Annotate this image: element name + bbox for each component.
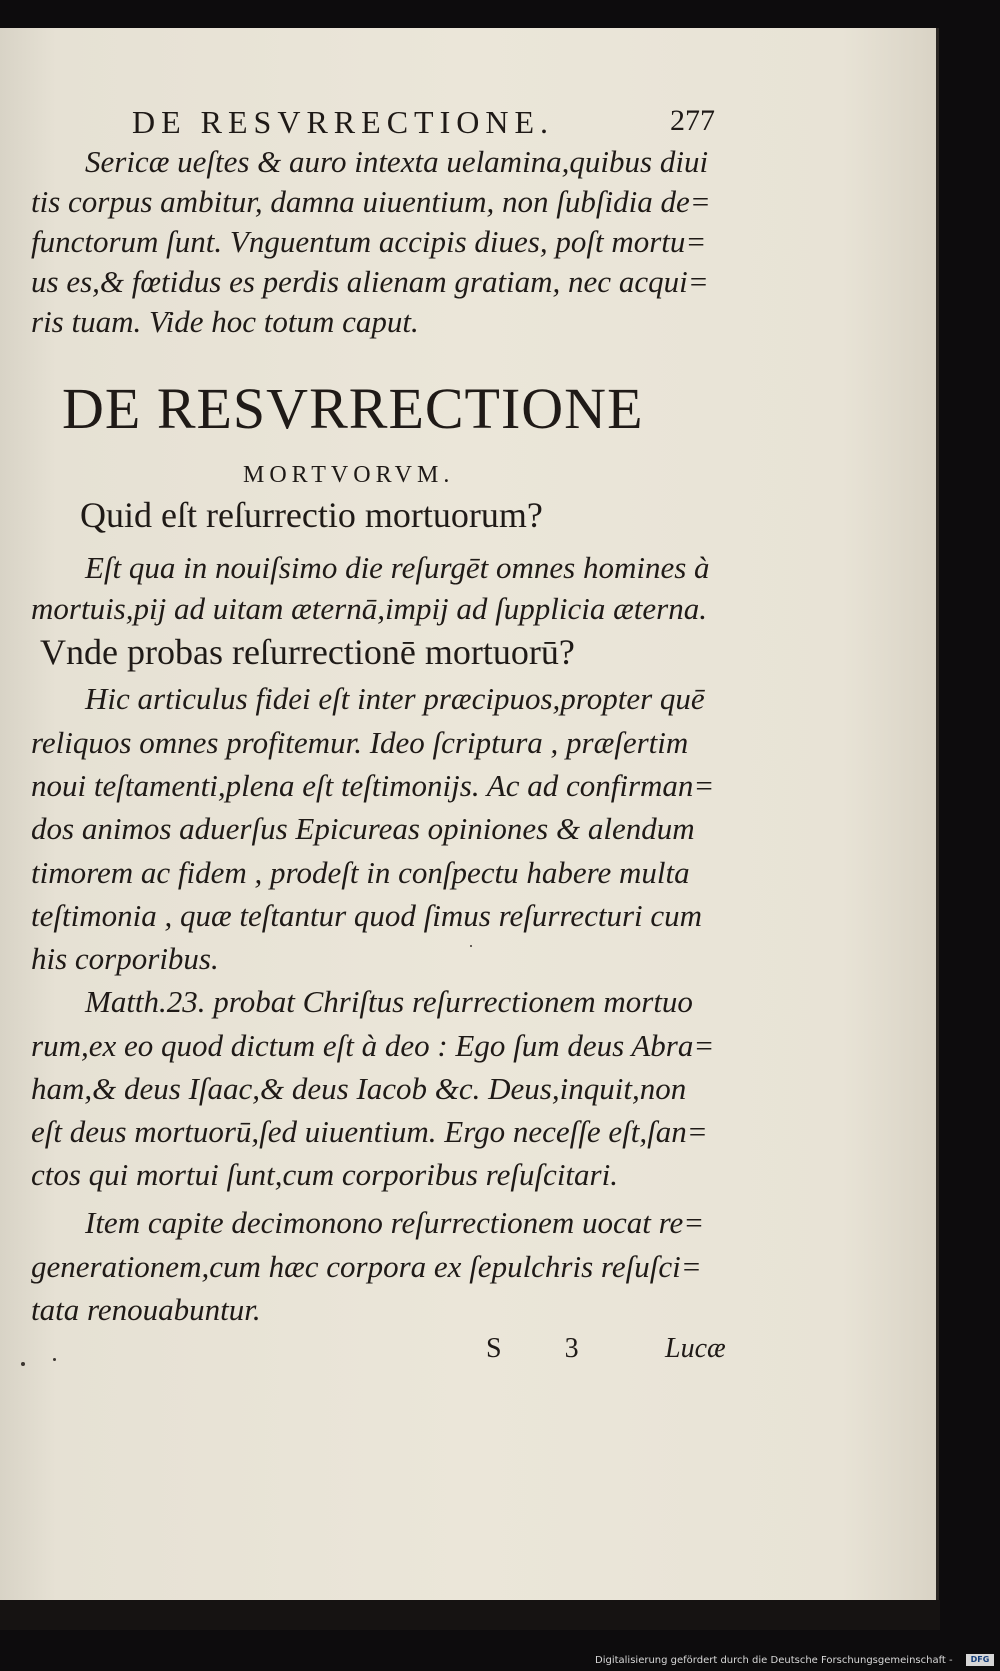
chapter-subtitle: MORTVORVM.: [243, 462, 455, 488]
paragraph-line: ham,& deus Iſaac,& deus Iacob &c. Deus,inquit,non: [31, 1071, 687, 1106]
intro-line: us es,& fœtidus es perdis alienam gratiam, nec acqui=: [31, 264, 709, 299]
ink-spot: [53, 1358, 56, 1361]
intro-line: tis corpus ambitur, damna uiuentium, non ſubſidia de=: [31, 184, 711, 219]
answer-line: reliquos omnes profitemur. Ideo ſcriptura , præſertim: [31, 725, 689, 760]
answer-line: noui teſtamenti,plena eſt teſtimonijs. Ac ad confirman=: [31, 768, 715, 803]
paragraph-line: Matth.23. probat Chriſtus reſurrectionem mortuo: [85, 984, 693, 1019]
answer-line: timorem ac fidem , prodeſt in conſpectu habere multa: [31, 855, 690, 890]
chapter-title: DE RESVRRECTIONE: [62, 376, 644, 441]
paragraph-line: Item capite decimonono reſurrectionem uocat re=: [85, 1205, 705, 1240]
paragraph-line: rum,ex eo quod dictum eſt à deo : Ego ſum deus Abra=: [31, 1028, 715, 1063]
dfg-logo: DFG: [966, 1654, 994, 1666]
intro-line: Sericæ ueſtes & auro intexta uelamina,quibus diui: [85, 144, 709, 179]
page-shadow: [0, 1600, 940, 1630]
paragraph-line: eſt deus mortuorū,ſed uiuentium. Ergo neceſſe eſt,ſan=: [31, 1114, 708, 1149]
signature-mark: S 3: [486, 1333, 607, 1364]
ink-spot: [470, 945, 472, 947]
question-heading: Quid eſt reſurrectio mortuorum?: [80, 495, 543, 535]
answer-line: Hic articulus fidei eſt inter præcipuos,propter quē: [85, 681, 705, 716]
answer-line: teſtimonia , quæ teſtantur quod ſimus reſurrecturi cum: [31, 898, 703, 933]
intro-line: functorum ſunt. Vnguentum accipis diues, poſt mortu=: [31, 224, 707, 259]
intro-line: ris tuam. Vide hoc totum caput.: [31, 304, 419, 339]
paragraph-line: tata renouabuntur.: [31, 1292, 261, 1327]
ink-spot: [21, 1362, 25, 1366]
question-heading: Vnde probas reſurrectionē mortuorū?: [40, 632, 575, 672]
answer-line: Eſt qua in nouiſsimo die reſurgēt omnes homines à: [85, 550, 710, 585]
paragraph-line: ctos qui mortui ſunt,cum corporibus reſuſcitari.: [31, 1157, 618, 1192]
catchword: Lucæ: [665, 1333, 726, 1364]
digitization-credit: Digitalisierung gefördert durch die Deutsche Forschungsgemeinschaft -: [595, 1655, 953, 1666]
answer-line: his corporibus.: [31, 941, 219, 976]
answer-line: mortuis,pij ad uitam æternā,impij ad ſupplicia æterna.: [31, 591, 707, 626]
paragraph-line: generationem,cum hæc corpora ex ſepulchris reſuſci=: [31, 1249, 702, 1284]
running-head: DE RESVRRECTIONE.: [132, 104, 554, 140]
page-number: 277: [670, 104, 715, 137]
answer-line: dos animos aduerſus Epicureas opiniones & alendum: [31, 811, 695, 846]
